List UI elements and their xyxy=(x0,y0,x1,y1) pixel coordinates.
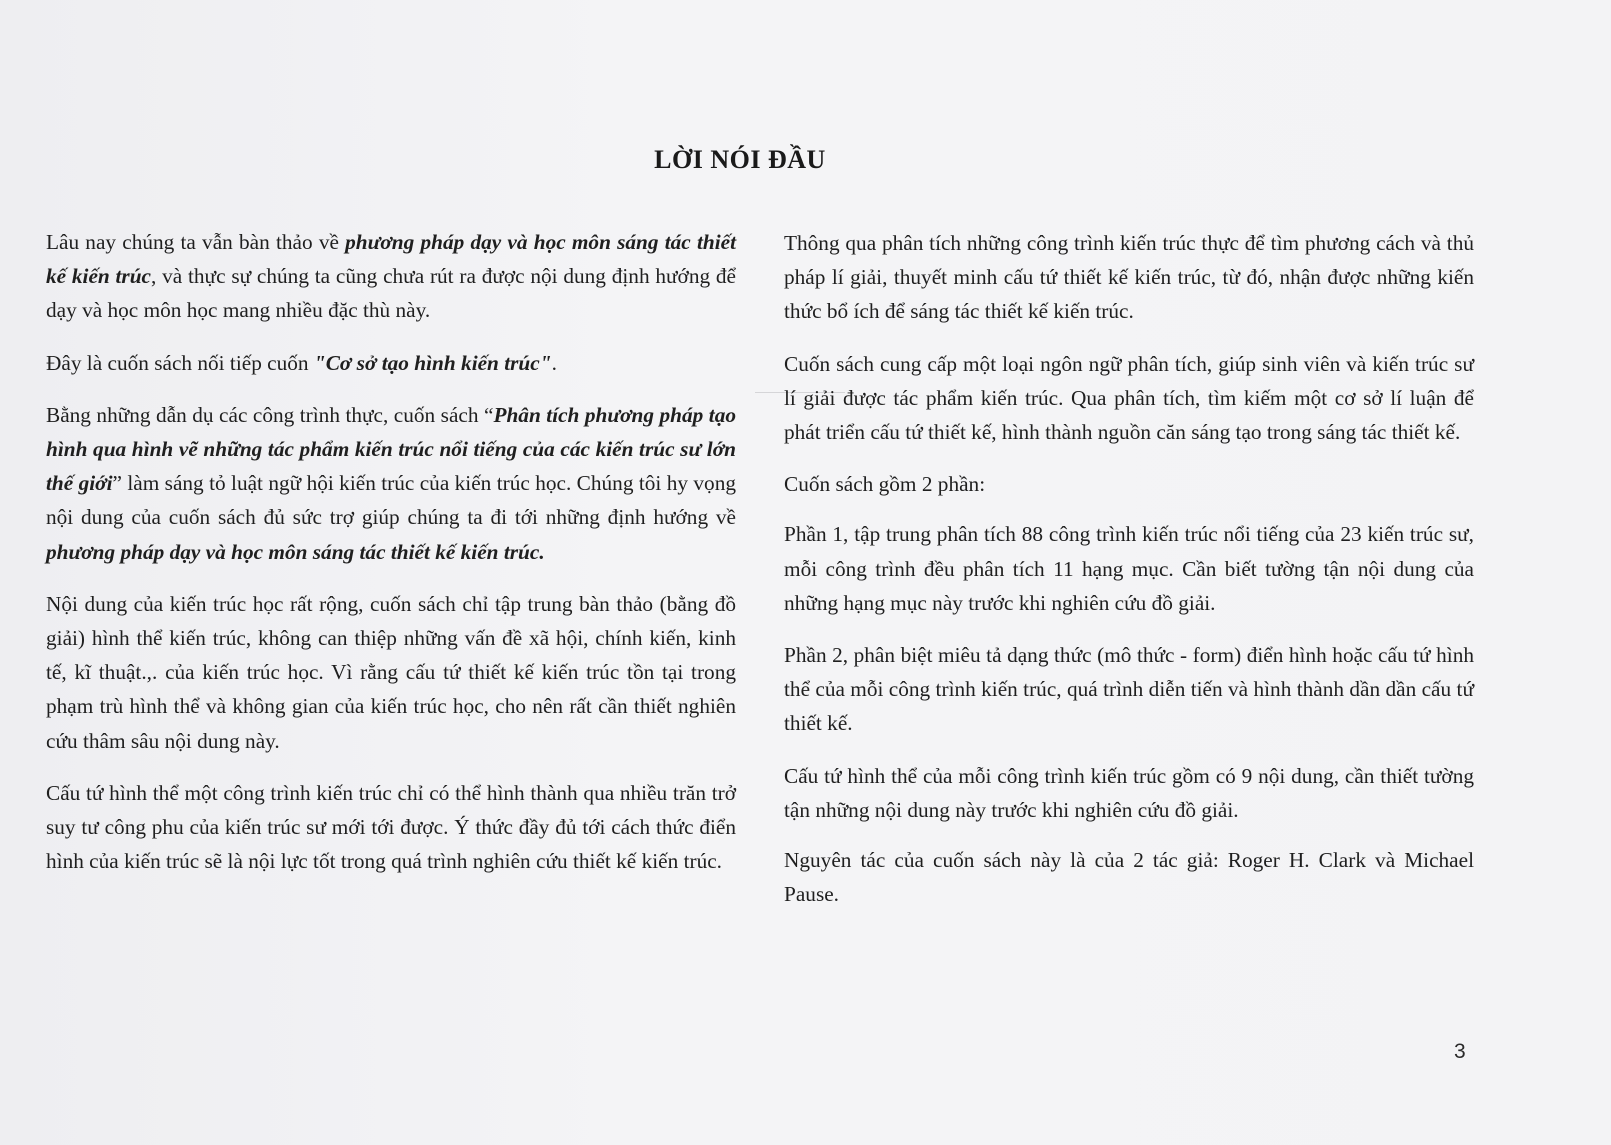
right-paragraph-3: Cuốn sách gồm 2 phần: xyxy=(784,472,986,497)
text-run: ” làm sáng tỏ luật ngữ hội kiến trúc của kiến trúc học. Chúng tôi hy vọng nội dung của cuốn sách đủ sức trợ giúp chúng ta đi tới những định hướng về xyxy=(46,471,736,530)
emphasis-text: phương pháp dạy và học môn sáng tác thiết kế kiến trúc xyxy=(46,230,737,289)
right-column xyxy=(784,226,1474,929)
text-run: Lâu nay chúng ta vẫn bàn thảo về xyxy=(46,230,346,254)
left-paragraph-1 xyxy=(46,225,736,328)
right-paragraph-2: Cuốn sách cung cấp một loại ngôn ngữ phân tích, giúp sinh viên và kiến trúc sư lí giải được tác phẩm kiến trúc. Qua phân tích, tìm kiếm một cơ sở lí luận để phát triển cấu tứ thiết kế, hình thành nguồn căn sáng tạo trong sáng tác thiết kế. xyxy=(784,351,1474,445)
right-paragraph-7: Nguyên tác của cuốn sách này là của 2 tác giả: Roger H. Clark và Michael Pause. xyxy=(784,848,1474,907)
left-paragraph-2 xyxy=(46,346,736,380)
book-title-reference: "Cơ sở tạo hình kiến trúc" xyxy=(313,350,552,375)
text-run: . xyxy=(551,350,557,375)
left-paragraph-3 xyxy=(46,398,736,569)
right-paragraph-5: Phần 2, phân biệt miêu tả dạng thức (mô thức - form) điển hình hoặc cấu tứ hình thể của mỗi công trình kiến trúc, quá trình diễn tiến và hình thành dần dần cấu tứ thiết kế. xyxy=(784,643,1474,736)
text-run: Bằng những dẫn dụ các công trình thực, cuốn sách “ xyxy=(46,402,494,427)
left-paragraph-5: Cấu tứ hình thể một công trình kiến trúc chỉ có thể hình thành qua nhiều trăn trở suy tư công phu của kiến trúc sư mới tới được. Ý thức đầy đủ tới cách thức điển hình của kiến trúc sẽ là nội lực tốt trong quá trình nghiên cứu thiết kế kiến trúc. xyxy=(46,780,736,874)
right-paragraph-4: Phần 1, tập trung phân tích 88 công trình kiến trúc nổi tiếng của 23 kiến trúc sư, mỗi công trình đều phân tích 11 hạng mục. Cần biết tường tận nội dung của những hạng mục này trước khi nghiên cứu đồ giải. xyxy=(784,522,1474,615)
text-run: , và thực sự chúng ta cũng chưa rút ra được nội dung định hướng để dạy và học môn học mang nhiều đặc thù này. xyxy=(46,264,736,323)
text-run: Đây là cuốn sách nối tiếp cuốn xyxy=(46,350,314,375)
right-paragraph-6: Cấu tứ hình thể của mỗi công trình kiến trúc gồm có 9 nội dung, cần thiết tường tận những nội dung này trước khi nghiên cứu đồ giải. xyxy=(784,763,1474,822)
book-title-reference: Phân tích phương pháp tạo hình qua hình vẽ những tác phẩm kiến trúc nổi tiếng của các kiến trúc sư lớn thế giới xyxy=(46,402,737,496)
left-column xyxy=(46,225,736,896)
emphasis-text: phương pháp dạy và học môn sáng tác thiết kế kiến trúc. xyxy=(46,539,545,564)
right-paragraph-1: Thông qua phân tích những công trình kiến trúc thực để tìm phương cách và thủ pháp lí giải, thuyết minh cấu tứ thiết kế kiến trúc, từ đó, nhận được những kiến thức bổ ích để sáng tác thiết kế kiến trúc. xyxy=(784,231,1474,324)
page-number: 3 xyxy=(1454,1040,1466,1063)
left-paragraph-4: Nội dung của kiến trúc học rất rộng, cuốn sách chỉ tập trung bàn thảo (bằng đồ giải) hình thể kiến trúc, không can thiệp những vấn đề xã hội, chính kiến, kinh tế, kĩ thuật.,. của kiến trúc học. Vì rằng cấu tứ thiết kế kiến trúc tồn tại trong phạm trù hình thể và không gian của kiến trúc học, cho nên rất cần thiết nghiên cứu thâm sâu nội dung này. xyxy=(46,591,736,753)
page-title: LỜI NÓI ĐẦU xyxy=(654,145,826,174)
